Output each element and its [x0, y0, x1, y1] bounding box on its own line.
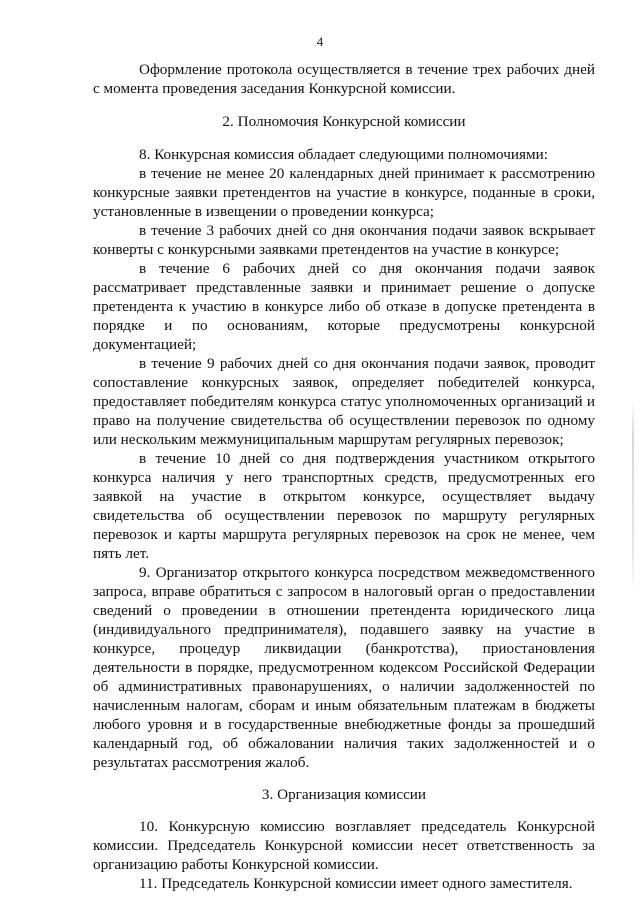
- page-number: 4: [316, 34, 324, 49]
- section-heading-3: 3. Организация комиссии: [261, 786, 427, 803]
- paragraph-protocol: Оформление протокола осуществляется в течение трех рабочих дней с момента проведения заседания Конкурсной комиссии.: [93, 61, 595, 97]
- paragraph-8-item-4: в течение 9 рабочих дней со дня окончания подачи заявок, проводит сопоставление конкурсных заявок, определяет победителей конкурса, предоставляет победителям конкурса статус уполномоченных организаций и право на получение свидетельства об осуществлении перевозок по одному или нескольким межмуниципальным маршрутам регулярных перевозок;: [93, 355, 595, 448]
- paragraph-8-item-2: в течение 3 рабочих дней со дня окончания подачи заявок вскрывает конверты с конкурсными заявками претендентов на участие в конкурсе;: [93, 222, 595, 258]
- paragraph-9: 9. Организатор открытого конкурса посредством межведомственного запроса, вправе обратиться с запросом в налоговый орган о предоставлении сведений о проведении в отношении претендента юридического лица (индивидуального предпринимателя), подавшего заявку на участие в конкурсе, процедур ликвидации (банкротства), приостановления деятельности в порядке, предусмотренном кодексом Российской Федерации об административных правонарушениях, о наличии задолженностей по начисленным налогам, сборам и иным обязательным платежам в бюджеты любого уровня и в государственные внебюджетные фонды за прошедший календарный год, об обжаловании наличия таких задолженностей и о результатах рассмотрения жалоб.: [93, 564, 595, 771]
- section-heading-2: 2. Полномочия Конкурсной комиссии: [222, 113, 466, 130]
- scan-edge-mark: [632, 400, 634, 590]
- paragraph-10: 10. Конкурсную комиссию возглавляет председатель Конкурсной комиссии. Председатель Конкурсной комиссии несет ответственность за организацию работы Конкурсной комиссии.: [93, 818, 595, 873]
- document-body: [93, 60, 595, 893]
- paragraph-8: 8. Конкурсная комиссия обладает следующими полномочиями:: [139, 146, 548, 163]
- paragraph-11: 11. Председатель Конкурсной комиссии имеет одного заместителя.: [139, 875, 573, 892]
- paragraph-8-item-3: в течение 6 рабочих дней со дня окончания подачи заявок рассматривает представленные заявки и принимает решение о допуске претендента к участию в конкурсе либо об отказе в допуске претендента в порядке и по основаниям, которые предусмотрены конкурсной документацией;: [93, 260, 595, 353]
- paragraph-8-item-1: в течение не менее 20 календарных дней принимает к рассмотрению конкурсные заявки претендентов на участие в конкурсе, поданные в сроки, установленные в извещении о проведении конкурса;: [93, 165, 595, 220]
- paragraph-8-item-5: в течение 10 дней со дня подтверждения участником открытого конкурса наличия у него транспортных средств, предусмотренных его заявкой на участие в открытом конкурсе, осуществляет выдачу свидетельства об осуществлении перевозок по маршруту регулярных перевозок и карты маршрута регулярных перевозок на срок не менее, чем пять лет.: [93, 450, 595, 562]
